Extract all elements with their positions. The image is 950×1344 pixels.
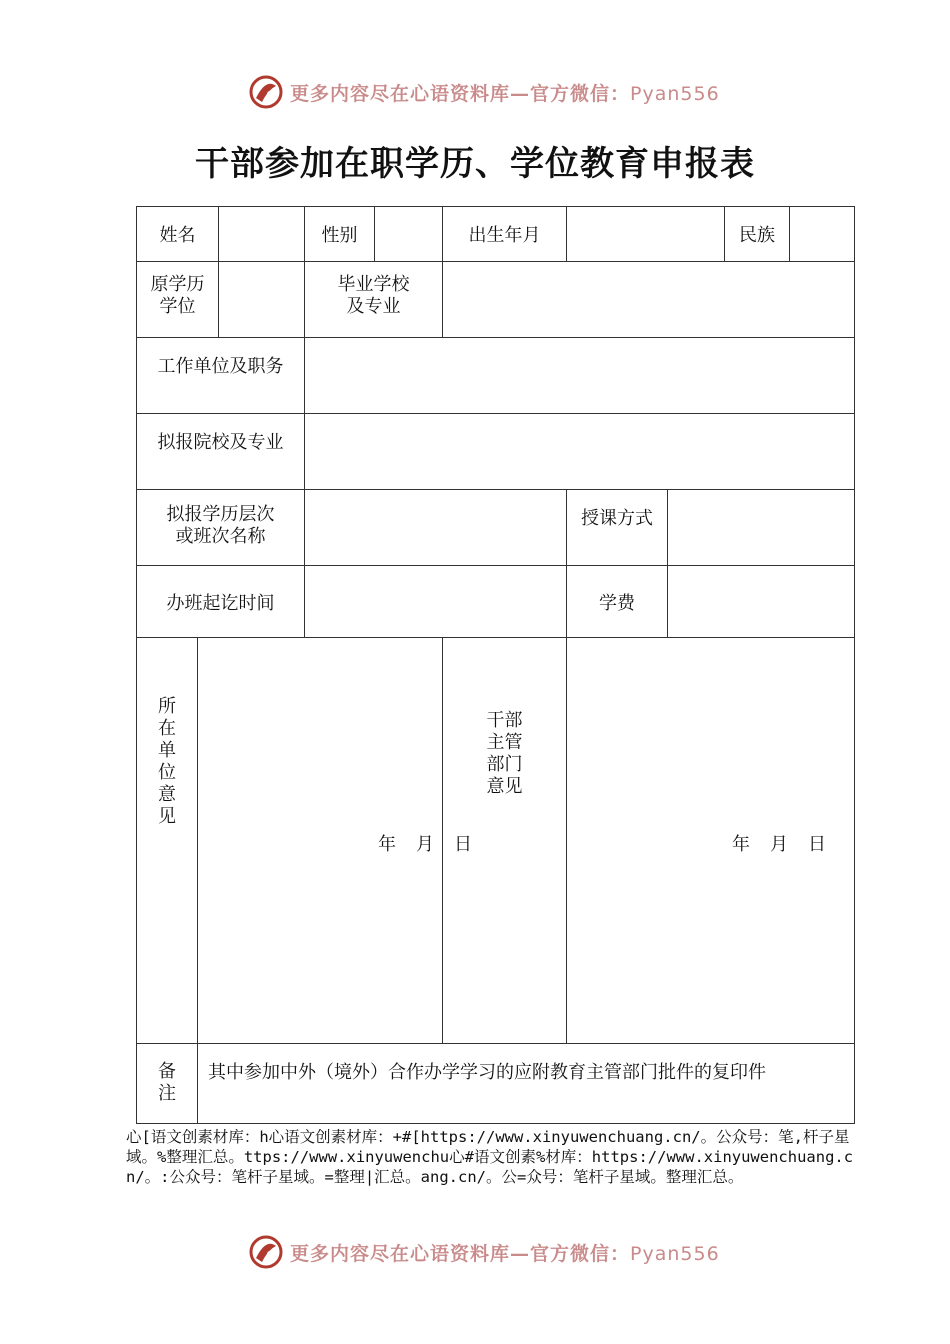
dept-opinion-label: 干部 主管 部门 意见 <box>443 638 567 1044</box>
class-period-field[interactable] <box>305 566 567 638</box>
remarks-label: 备 注 <box>137 1044 198 1124</box>
graduate-school-label: 毕业学校 及专业 <box>305 262 443 338</box>
name-label: 姓名 <box>137 207 219 262</box>
original-degree-label: 原学历 学位 <box>137 262 219 338</box>
teaching-mode-field[interactable] <box>668 490 855 566</box>
tuition-label: 学费 <box>567 566 668 638</box>
logo-icon <box>248 1234 284 1270</box>
tuition-field[interactable] <box>668 566 855 638</box>
banner-text: 更多内容尽在心语资料库—官方微信：Pyan556 <box>290 82 720 105</box>
remarks-text: 其中参加中外（境外）合作办学学习的应附教育主管部门批件的复印件 <box>198 1044 855 1124</box>
unit-opinion-label: 所 在 单 位 意 见 <box>137 638 198 1044</box>
original-degree-field[interactable] <box>219 262 305 338</box>
work-unit-label: 工作单位及职务 <box>137 338 305 414</box>
birth-field[interactable] <box>567 207 725 262</box>
teaching-mode-label: 授课方式 <box>567 490 668 566</box>
intended-school-label: 拟报院校及专业 <box>137 414 305 490</box>
intended-level-field[interactable] <box>305 490 567 566</box>
unit-opinion-date: 年 月 日 <box>378 834 473 855</box>
ethnicity-label: 民族 <box>725 207 790 262</box>
footer-note: 心[语文创素材库：h心语文创素材库：+#[https://www.xinyuwenchuang.cn/。公众号：笔,杆子星域。%整理汇总。ttps://www.xinyuwenchu心#语文创素%材库：https://www.xinyuwenchuang.cn/。:公众号：笔杆子星域。=整理|汇总。ang.cn/。公=众号：笔杆子星域。整理汇总。 <box>126 1128 854 1186</box>
banner-text: 更多内容尽在心语资料库—官方微信：Pyan556 <box>290 1242 720 1265</box>
logo-icon <box>248 74 284 110</box>
ethnicity-field[interactable] <box>790 207 855 262</box>
gender-field[interactable] <box>375 207 443 262</box>
intended-school-field[interactable] <box>305 414 855 490</box>
gender-label: 性别 <box>305 207 375 262</box>
application-form-table <box>136 206 855 1124</box>
class-period-label: 办班起讫时间 <box>137 566 305 638</box>
dept-opinion-date: 年 月 日 <box>732 834 827 855</box>
birth-label: 出生年月 <box>443 207 567 262</box>
graduate-school-field[interactable] <box>443 262 855 338</box>
intended-level-label: 拟报学历层次 或班次名称 <box>137 490 305 566</box>
work-unit-field[interactable] <box>305 338 855 414</box>
footer-banner <box>248 1232 720 1272</box>
header-banner <box>248 72 720 112</box>
wechat-id: Pyan556 <box>630 82 720 105</box>
wechat-id: Pyan556 <box>630 1242 720 1265</box>
name-field[interactable] <box>219 207 305 262</box>
page-title: 干部参加在职学历、学位教育申报表 <box>195 144 755 184</box>
